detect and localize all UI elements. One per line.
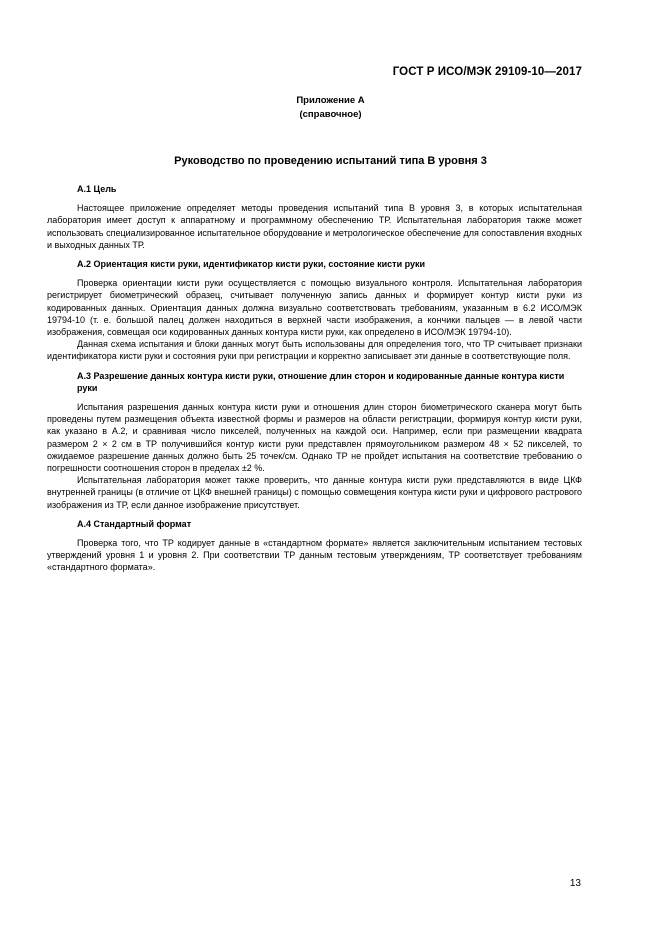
section-a4-paragraph: Проверка того, что ТР кодирует данные в «стандартном формате» является заключительным испытанием тестовых утверждений уровня 1 и уровня 2. При соответствии ТР данным тестовым утверждениям, ТР соответствует требованиям «стандартного формата». — [47, 538, 582, 573]
document-code: ГОСТ Р ИСО/МЭК 29109-10—2017 — [392, 66, 582, 78]
section-a1-heading: А.1 Цель — [77, 184, 117, 194]
appendix-heading — [0, 94, 661, 122]
section-a1-paragraph: Настоящее приложение определяет методы проведения испытаний типа В уровня 3, в которых испытательная лаборатория имеет доступ к аппаратному и программному обеспечению ТР. Испытательная лаборатория также может использовать специализированное испытательное оборудование и метрологическое обеспечение для сопоставления входных и выходных данных ТР. — [47, 203, 582, 250]
document-body — [47, 183, 582, 574]
page-title: Руководство по проведению испытаний типа В уровня 3 — [174, 155, 487, 167]
page-number: 13 — [569, 878, 581, 889]
section-a3-heading: А.3 Разрешение данных контура кисти руки, отношение длин сторон и кодированные данные контура кисти руки — [77, 370, 565, 393]
section-a3-paragraph-1: Испытания разрешения данных контура кисти руки и отношения длин сторон биометрического сканера могут быть проведены путем размещения объекта известной формы и размеров на области регистрации, формируя контур кисти руки, как указано в А.2, и сравнивая число пикселей, полученных на каждой оси. Например, если при размещении квадрата размером 2 × 2 см в ТР получившийся контур кисти руки представлен прямоугольником размером 48 × 52 пикселей, то ожидаемое разрешение данных должно быть 25 точек/см. Однако ТР не пройдет испытания на соответствие требованию о погрешности соотношения сторон в пределах ±2 %. — [47, 402, 582, 474]
section-a3-paragraph-2: Испытательная лаборатория может также проверить, что данные контура кисти руки представляются в виде ЦКФ внутренней границы (в отличие от ЦКФ внешней границы) с помощью совмещения контура кисти руки и цифрового растрового изображения из ТР, если данное изображение присутствует. — [47, 475, 582, 510]
appendix-type: (справочное) — [299, 109, 362, 120]
section-a2-heading: А.2 Ориентация кисти руки, идентификатор кисти руки, состояние кисти руки — [77, 259, 426, 270]
section-a2-paragraph-1: Проверка ориентации кисти руки осуществляется с помощью визуального контроля. Испытательная лаборатория регистрирует биометрический образец, считывает полученную запись данных и формирует контур кисти руки из кодированных данных. Ориентация данных должна визуально соответствовать требованиям, указанным в 6.2 ИСО/МЭК 19794-10 (т. е. большой палец должен находиться в верхней части изображения, а кончики пальцев — в левой части изображения, совмещая оси кодированных данных контура кисти руки, как определено в ИСО/МЭК 19794-10). — [47, 278, 582, 338]
appendix-label: Приложение А — [296, 95, 365, 106]
section-a4-heading: А.4 Стандартный формат — [77, 518, 192, 529]
section-a2-paragraph-2: Данная схема испытания и блоки данных могут быть использованы для определения того, что ТР считывает признаки идентификатора кисти руки и состояния руки при регистрации и корректно записывает эти данные в соответствующие поля. — [47, 339, 582, 362]
